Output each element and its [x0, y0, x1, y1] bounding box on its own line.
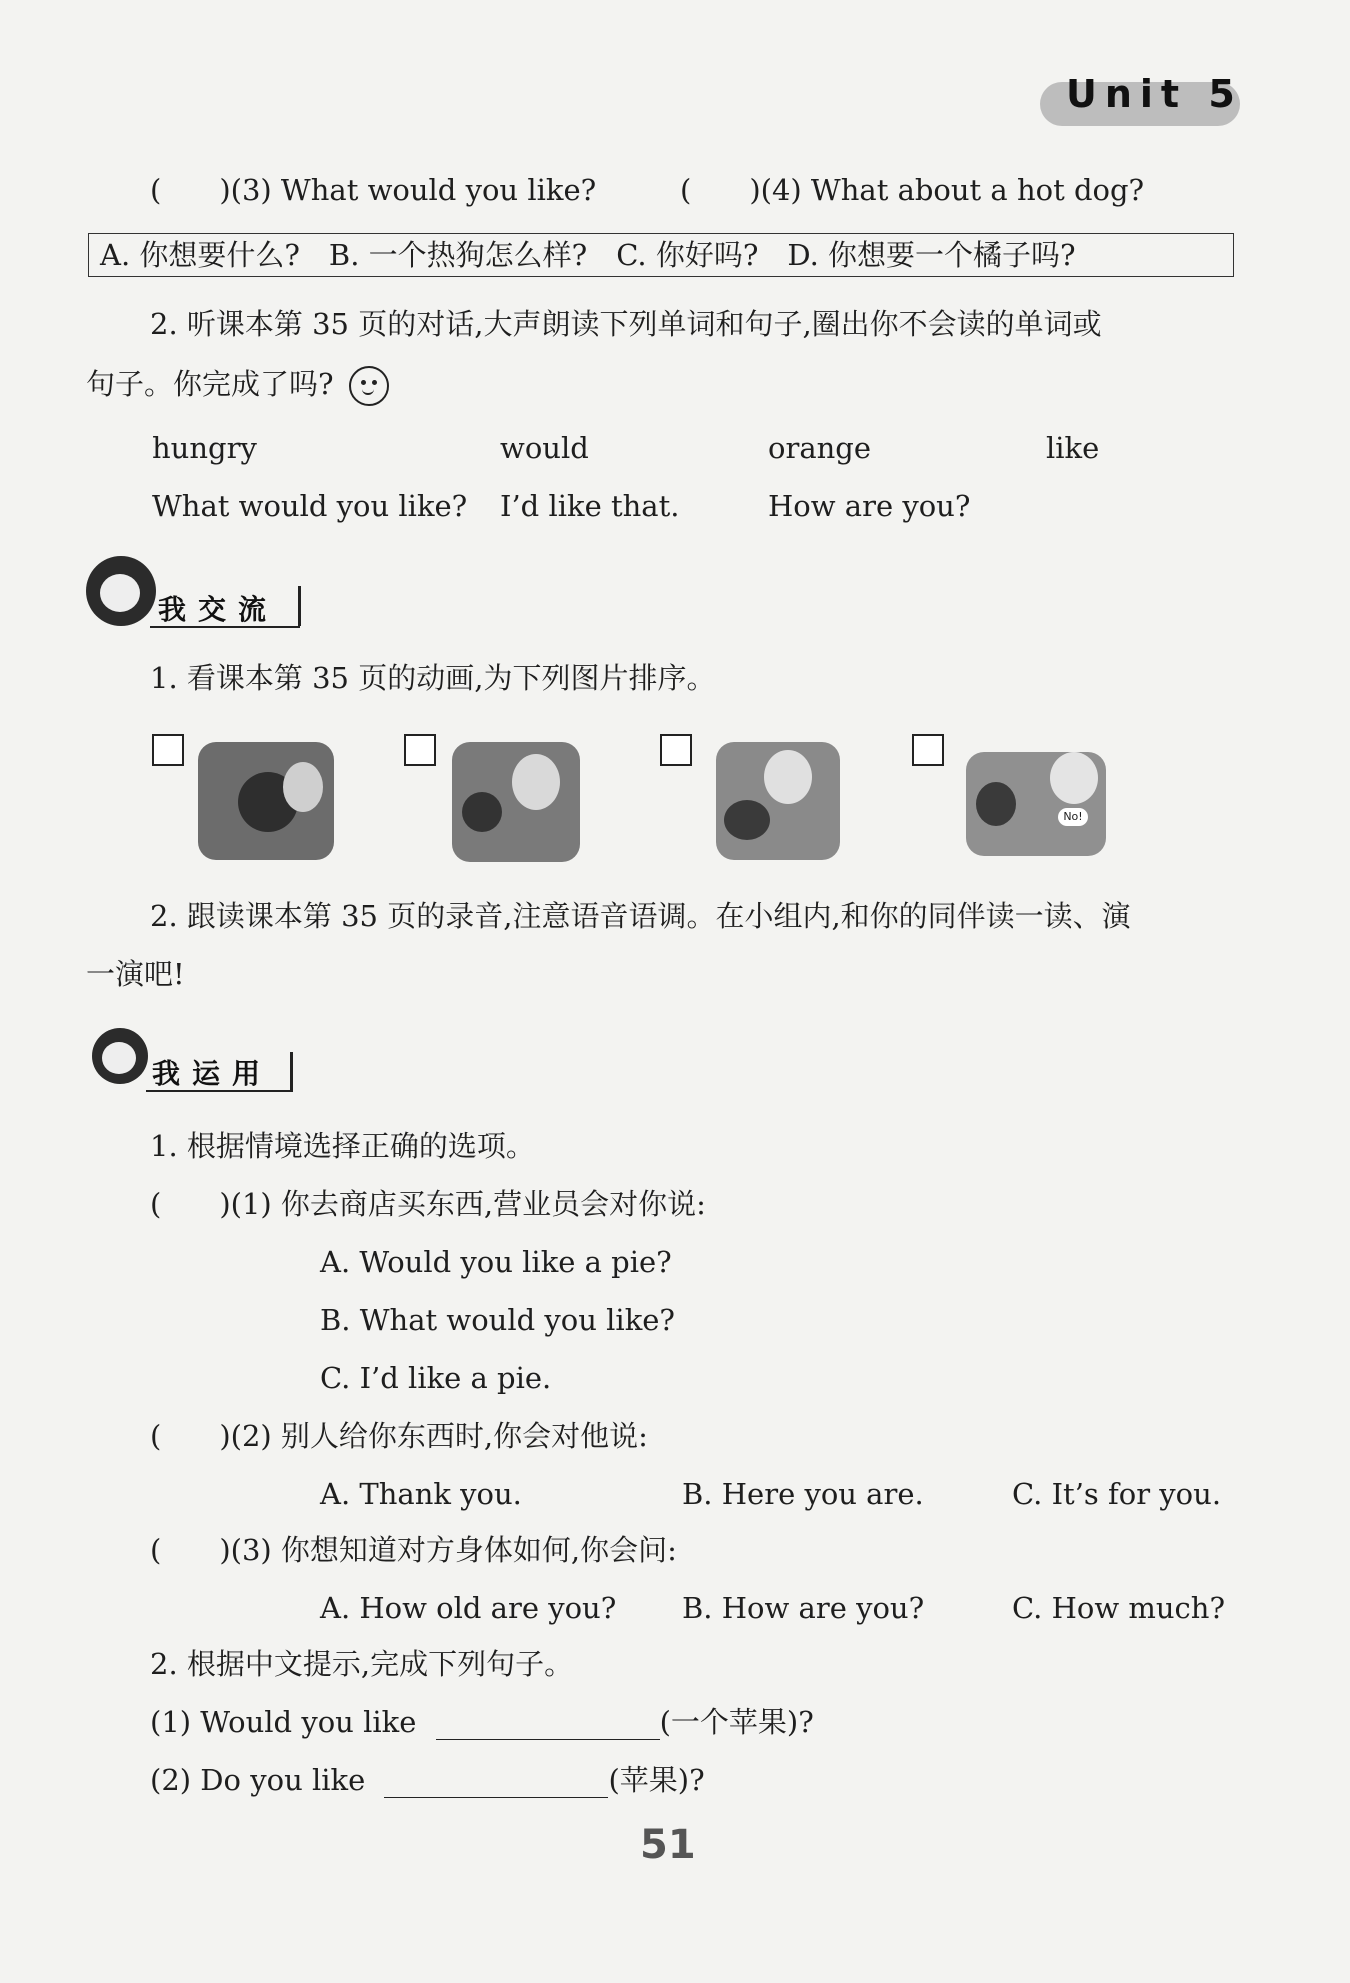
question-3: ( )(3) What would you like? [150, 173, 597, 207]
apply-item-2-option-b: B. Here you are. [682, 1477, 924, 1511]
mascot-icon [92, 1028, 148, 1084]
fill-hint: (苹果)? [608, 1763, 705, 1797]
section-divider [290, 1052, 293, 1092]
apply-item-1-option-c: C. I’d like a pie. [320, 1361, 552, 1395]
apply-q2: 2. 根据中文提示,完成下列句子。 [150, 1647, 574, 1681]
match-options: A. 你想要什么? B. 一个热狗怎么样? C. 你好吗? D. 你想要一个橘子吗? [100, 238, 1076, 272]
communicate-q2-line2: 一演吧! [86, 957, 185, 991]
smiley-face-icon [349, 366, 389, 406]
answer-blank[interactable] [436, 1707, 660, 1740]
apply-item-3-option-c: C. How much? [1012, 1591, 1226, 1625]
communicate-q1: 1. 看课本第 35 页的动画,为下列图片排序。 [150, 661, 716, 695]
apply-item-1-option-a: A. Would you like a pie? [320, 1245, 672, 1279]
apply-item-3-option-a: A. How old are you? [320, 1591, 617, 1625]
listen-instruction-line2 [86, 366, 389, 406]
order-checkbox[interactable] [152, 734, 184, 766]
section-underline [146, 1090, 292, 1092]
unit-label: Unit 5 [1066, 72, 1243, 116]
section-underline [150, 626, 300, 628]
story-picture [452, 742, 580, 862]
story-picture [966, 752, 1106, 856]
section-title-communicate: 我交流 [158, 593, 279, 626]
mascot-icon [86, 556, 156, 626]
apply-item-3-stem: ( )(3) 你想知道对方身体如何,你会问: [150, 1533, 677, 1567]
listen-instruction-line1: 2. 听课本第 35 页的对话,大声朗读下列单词和句子,圈出你不会读的单词或 [150, 307, 1102, 341]
order-checkbox[interactable] [660, 734, 692, 766]
story-picture [198, 742, 334, 860]
apply-item-2-option-a: A. Thank you. [320, 1477, 522, 1511]
fill-prefix: (2) Do you like [150, 1763, 366, 1797]
word-item: hungry [152, 431, 257, 465]
question-4: ( )(4) What about a hot dog? [680, 173, 1145, 207]
word-item: orange [768, 431, 872, 465]
sentence-item: How are you? [768, 489, 971, 523]
section-title-apply: 我运用 [152, 1057, 273, 1090]
answer-blank[interactable] [384, 1765, 608, 1798]
apply-item-2-option-c: C. It’s for you. [1012, 1477, 1222, 1511]
fill-sentence-1 [150, 1704, 814, 1740]
section-divider [298, 586, 301, 626]
apply-item-3-option-b: B. How are you? [682, 1591, 925, 1625]
sentence-item: What would you like? [152, 489, 468, 523]
page-number: 51 [640, 1822, 696, 1868]
word-item: would [500, 431, 589, 465]
apply-item-2-stem: ( )(2) 别人给你东西时,你会对他说: [150, 1419, 648, 1453]
story-picture [716, 742, 840, 860]
fill-prefix: (1) Would you like [150, 1705, 417, 1739]
sentence-item: I’d like that. [500, 489, 680, 523]
speech-bubble: No! [1058, 808, 1088, 826]
apply-item-1-stem: ( )(1) 你去商店买东西,营业员会对你说: [150, 1187, 706, 1221]
apply-item-1-option-b: B. What would you like? [320, 1303, 675, 1337]
fill-hint: (一个苹果)? [659, 1705, 814, 1739]
order-checkbox[interactable] [912, 734, 944, 766]
listen-instruction-text: 句子。你完成了吗? [86, 367, 334, 401]
apply-q1: 1. 根据情境选择正确的选项。 [150, 1129, 535, 1163]
word-item: like [1046, 431, 1100, 465]
order-checkbox[interactable] [404, 734, 436, 766]
fill-sentence-2 [150, 1762, 705, 1798]
communicate-q2-line1: 2. 跟读课本第 35 页的录音,注意语音语调。在小组内,和你的同伴读一读、演 [150, 899, 1131, 933]
